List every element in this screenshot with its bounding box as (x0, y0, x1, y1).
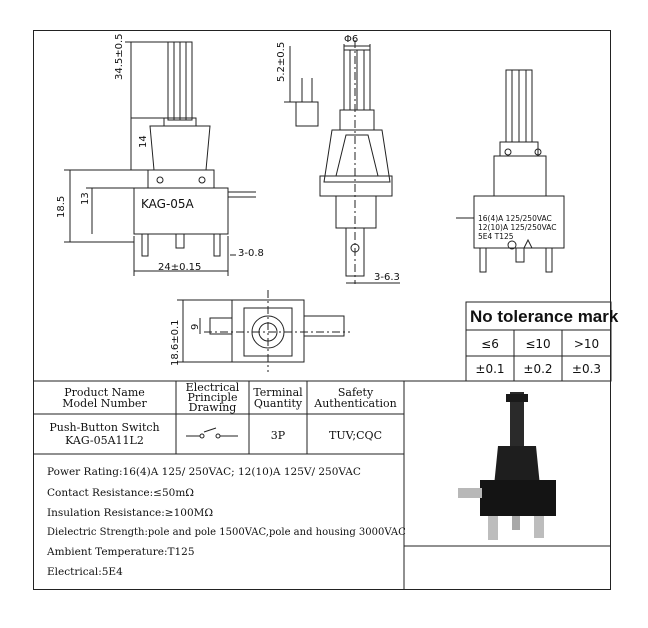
row-terminal: 3P (270, 429, 286, 442)
front-view (64, 42, 256, 276)
dim-terminal-gap: 3-0.8 (238, 248, 264, 259)
row-product: Push-Button Switch KAG-05A11L2 (49, 421, 160, 447)
spec-insulation: Insulation Resistance:≥100MΩ (47, 507, 214, 519)
spec-electrical: Electrical:5E4 (47, 566, 123, 578)
header-safety: Safety Authentication (314, 386, 397, 410)
dim-tab: 3-6.3 (374, 272, 400, 283)
dim-width: 24±0.15 (158, 262, 202, 273)
dim-total-height: 34.5±0.5 (114, 33, 125, 80)
spec-dielectric: Dielectric Strength:pole and pole 1500VAC,pole and housing 3000VAC (47, 527, 406, 538)
rear-view (456, 70, 564, 272)
spec-power: Power Rating:16(4)A 125/ 250VAC; 12(10)A 125V/ 250VAC (47, 466, 361, 478)
tolerance-range-3: >10 (573, 337, 600, 351)
front-view-label: KAG-05A (141, 197, 194, 211)
dim-stroke: 5.2±0.5 (276, 41, 287, 82)
tolerance-value-3: ±0.3 (571, 362, 602, 376)
rear-label-line3: 5E4 T125 (478, 232, 514, 241)
dim-upper: 14 (138, 135, 149, 148)
side-view (284, 40, 400, 284)
rear-label-line2: 12(10)A 125/250VAC (478, 223, 557, 232)
dim-inner: 9 (190, 323, 201, 330)
tolerance-range-1: ≤6 (481, 337, 499, 351)
product-photo (458, 392, 556, 540)
spec-ambient: Ambient Temperature:T125 (47, 546, 195, 558)
dim-depth: 18.6±0.1 (170, 319, 181, 366)
rear-view-label (478, 214, 557, 241)
dim-body-height: 18.5 (56, 195, 67, 218)
header-terminal: Terminal Quantity (253, 386, 303, 410)
tolerance-value-2: ±0.2 (523, 362, 553, 376)
bottom-view (177, 290, 350, 372)
tolerance-range-2: ≤10 (525, 337, 551, 351)
row-safety: TUV;CQC (328, 429, 382, 442)
dim-mid: 13 (80, 192, 91, 205)
tolerance-value-1: ±0.1 (475, 362, 505, 376)
header-product: Product Name Model Number (62, 386, 147, 410)
rear-label-line1: 16(4)A 125/250VAC (478, 214, 552, 223)
dim-diameter: Φ6 (344, 34, 359, 45)
header-electrical: Electrical Principle Drawing (185, 381, 240, 414)
switch-schematic (186, 428, 238, 438)
spec-contact: Contact Resistance:≤50mΩ (47, 487, 194, 499)
tolerance-title: No tolerance mark (470, 307, 619, 326)
